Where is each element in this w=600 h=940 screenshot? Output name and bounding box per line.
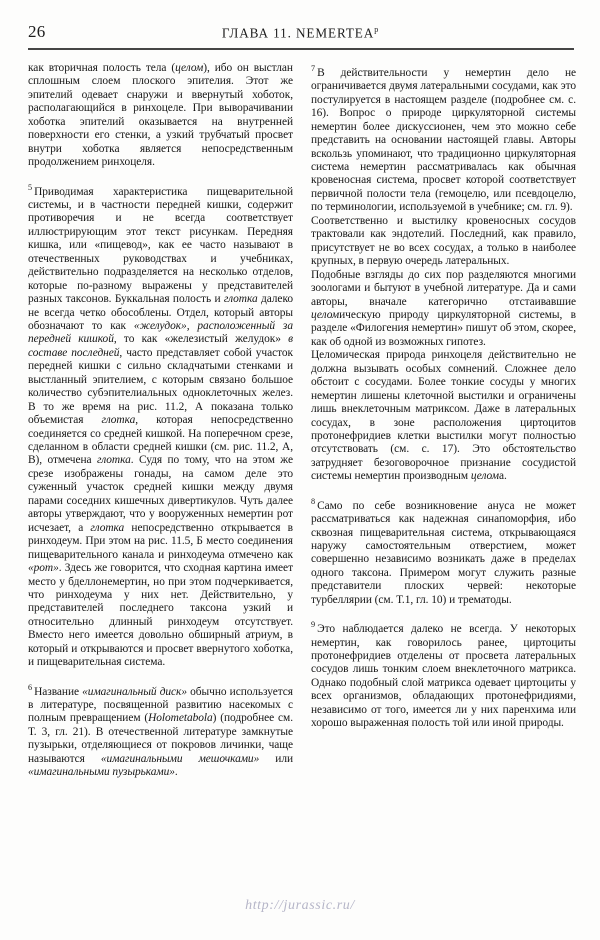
footnote-9 — [311, 618, 576, 730]
footnote-marker: 8 — [311, 496, 316, 506]
running-head — [28, 22, 572, 46]
footnote-marker: 5 — [28, 182, 33, 192]
page-number: 26 — [28, 22, 46, 41]
footnote-7-continued-d — [311, 349, 576, 484]
paragraph-text: Название «имагинальный диск» обычно используется в литературе, посвященной развитию насекомых с полным превращением (Holometabola) (подробнее см. Т. 3, гл. 21). В отечественной литературе замкнутые пузырьки, отделяющиеся от покровов личинки, чаще называются «имагинальными мешочками» или «имагинальными пузырьками». — [28, 685, 293, 779]
footnote-marker: 9 — [311, 620, 316, 630]
paragraph-text: Соответственно и выстилку кровеносных сосудов трактовали как эндотелий. Последний, как правило, присутствует не во всех сосудах, а только в наиболее крупных, в первую очередь латеральных. — [311, 214, 576, 268]
footnote-marker: 7 — [311, 64, 316, 73]
paragraph-text: Приводимая характеристика пищеварительной системы, и в частности передней кишки, содержит противоречия и не всегда соответствует иллюстрирующим этот текст рисункам. Передняя кишка, или «пищевод», как ее часто называют в отечественных руководствах и учебниках, действительно подразделяется на несколько отделов, которые по-разному выражены у представителей разных таксонов. Буккальная полость и глотка далеко не всегда четко обособлены. Отдел, который авторы обозначают то как «желудок», расположенный за передней кишкой, то как «железистый желудок» в составе последней, часто представляет собой участок передней кишки с сильно складчатыми стенками и выстланный эпителием, с которым связано большое количество субэпителиальных одноклеточных желез. В то же время на рис. 11.2, А показана только объемистая глотка, которая непосредственно соединяется со средней кишкой. На поперечном срезе, сделанном в области средней кишки (см. рис. 11.2, А, В), отмечена глотка. Судя по тому, что на этом же срезе изображены гонады, на самом деле это суженный участок средней кишки между двумя парами соседних кишечных дивертикулов. Чуть далее авторы утверждают, что у вооруженных немертин рот исчезает, а глотка непосредственно открывается в ринходеум. При этом на рис. 11.5, Б место соединения пищеварительного канала и ринходеума отмечено как «рот». Здесь же говорится, что сходная картина имеет место у бделлонемертин, но при этом подчеркивается, что ринходеума у них нет. Действительно, у представителей последнего таксона узкий и относительно длинный ринходеум отсутствует. Вместо него имеется довольно обширный атриум, в который и открываются и просвет ввернутого хоботка, и пищеварительная система. — [28, 185, 294, 669]
left-column — [28, 62, 293, 780]
chapter-title-superscript: р — [374, 25, 379, 34]
right-column — [311, 62, 576, 780]
paragraph-text: Подобные взгляды до сих пор разделяются многими зоологами и бытуют в учебной литературе. Да и сами авторы, вначале категорично отстаивавшие целомическую природу циркуляторной системы, в разделе «Филогения немертин» пишут об этом, скорее, как об одной из возможных гипотез. — [311, 268, 576, 348]
footnote-8 — [311, 495, 576, 607]
paragraph-text: Целомическая природа ринхоцеля действительно не должна вызывать особых сомнений. Сложнее дело обстоит с сосудами. Более тонкие сосуды у многих немертин лишены клеточной выстилки и ограничены лишь внеклеточным матриксом. Даже в латеральных сосудах, в зоне расположения циртоцитов протонефридиев клетки выстилки могут полностью отсутствовать (см. с. 17). Это обстоятельство затрудняет безоговорочное признание сосудистой системы немертин производным целома. — [311, 349, 576, 483]
footnote-marker: 6 — [28, 682, 33, 692]
chapter-title — [28, 25, 572, 41]
footnote-7-continued-b — [311, 215, 576, 269]
paragraph-text: как вторичная полость тела (целом), ибо он выстлан сплошным слоем плоского эпителия. Этот же эпителий одевает снаружи и ввернутый хоботок, располагающийся в ринхоцеле. При выворачивании хоботка эпителий оказывается на внутренней поверхности его стенки, а узкий трубчатый просвет внутри хоботка является непосредственным продолжением ринхоцеля. — [28, 62, 293, 169]
footnote-7-continued-c — [311, 269, 576, 350]
paragraph-text: Это наблюдается далеко не всегда. У некоторых немертин, как говорилось ранее, циртоциты протонефридиев отделены от просвета латеральных сосудов лишь тонким слоем внеклеточного матрикса. Однако подобный слой матрикса одевает циртоциты у всех организмов, обладающих протонефридиями, независимо от того, имеется ли у них паренхима или хорошо выраженная полость той или иной природы. — [311, 623, 576, 730]
paragraph-text: В действительности у немертин дело не ограничивается двумя латеральными сосудами, как это постулируется в настоящем разделе (подробнее см. с. 16). Вопрос о природе циркуляторной системы немертин более дискуссионен, чем это можно себе представить на основании настоящей главы. Авторы вскользь упоминают, что традиционно циркуляторная система немертин рассматривалась как обычная кровеносная система, просвет которой соответствует первичной полости тела (гемоцелю, или псевдоцелю, по терминологии, используемой в учебнике; см. гл. 9). — [311, 66, 576, 214]
header-rule — [28, 48, 574, 50]
footnote-7 — [311, 62, 576, 215]
footnote-5 — [28, 181, 293, 670]
body-columns — [28, 62, 576, 780]
watermark: http://jurassic.ru/ — [245, 898, 355, 913]
paragraph-text: Само по себе возникновение ануса не может рассматриваться как надежная синапоморфия, ибо сквозная пищеварительная система, открывающаяся наружу самостоятельным отверстием, может совершенно независимо возникать даже в пределах одного таксона. Примером могут служить разные представители плоских червей: некоторые турбеллярии (см. Т.1, гл. 10) и трематоды. — [311, 499, 576, 606]
footnote-6 — [28, 681, 293, 780]
paragraph-continuation-coelom — [28, 62, 293, 170]
chapter-title-text: ГЛАВА 11. NEMERTEA — [221, 25, 375, 41]
